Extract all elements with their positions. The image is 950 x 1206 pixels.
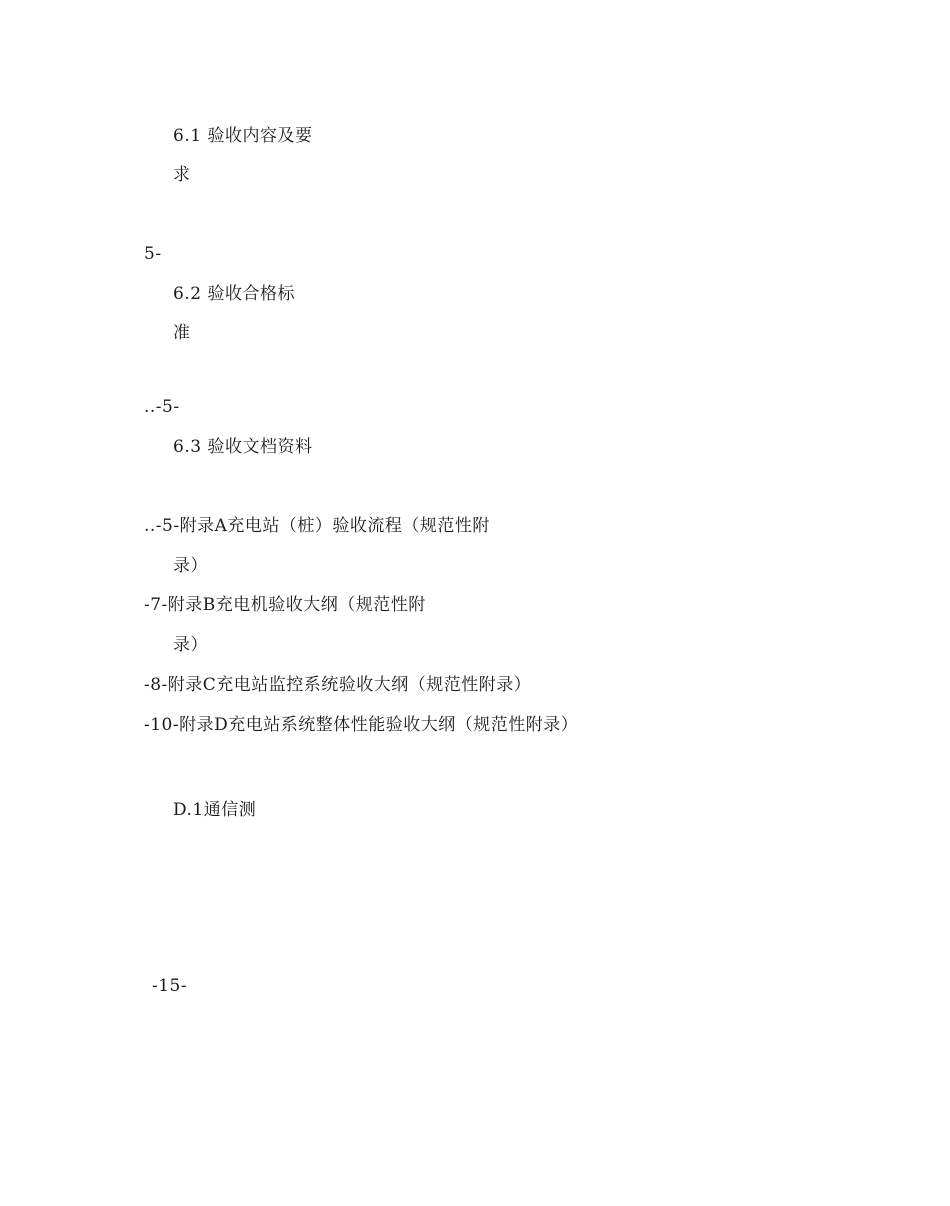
toc-entry-appendix-a-cont: 录） xyxy=(173,556,208,576)
toc-entry-6-1: 6.1 验收内容及要 xyxy=(173,126,313,146)
toc-page-ref: 5- xyxy=(144,244,162,264)
toc-entry-6-2: 6.2 验收合格标 xyxy=(173,284,295,304)
toc-entry-appendix-b: -7-附录B充电机验收大纲（规范性附 xyxy=(144,595,426,615)
toc-entry-6-3: 6.3 验收文档资料 xyxy=(173,437,313,457)
toc-entry-appendix-a: ..-5-附录A充电站（桩）验收流程（规范性附 xyxy=(144,516,490,536)
toc-entry-d-1: D.1通信测 xyxy=(173,800,257,820)
toc-page-ref: ..-5- xyxy=(144,397,180,417)
toc-entry-appendix-b-cont: 录） xyxy=(173,635,208,655)
toc-entry-appendix-c: -8-附录C充电站监控系统验收大纲（规范性附录） xyxy=(144,675,532,695)
toc-entry-6-1-cont: 求 xyxy=(173,165,191,185)
page-number: -15- xyxy=(152,976,188,996)
toc-entry-appendix-d: -10-附录D充电站系统整体性能验收大纲（规范性附录） xyxy=(144,715,579,735)
toc-entry-6-2-cont: 准 xyxy=(173,323,191,343)
